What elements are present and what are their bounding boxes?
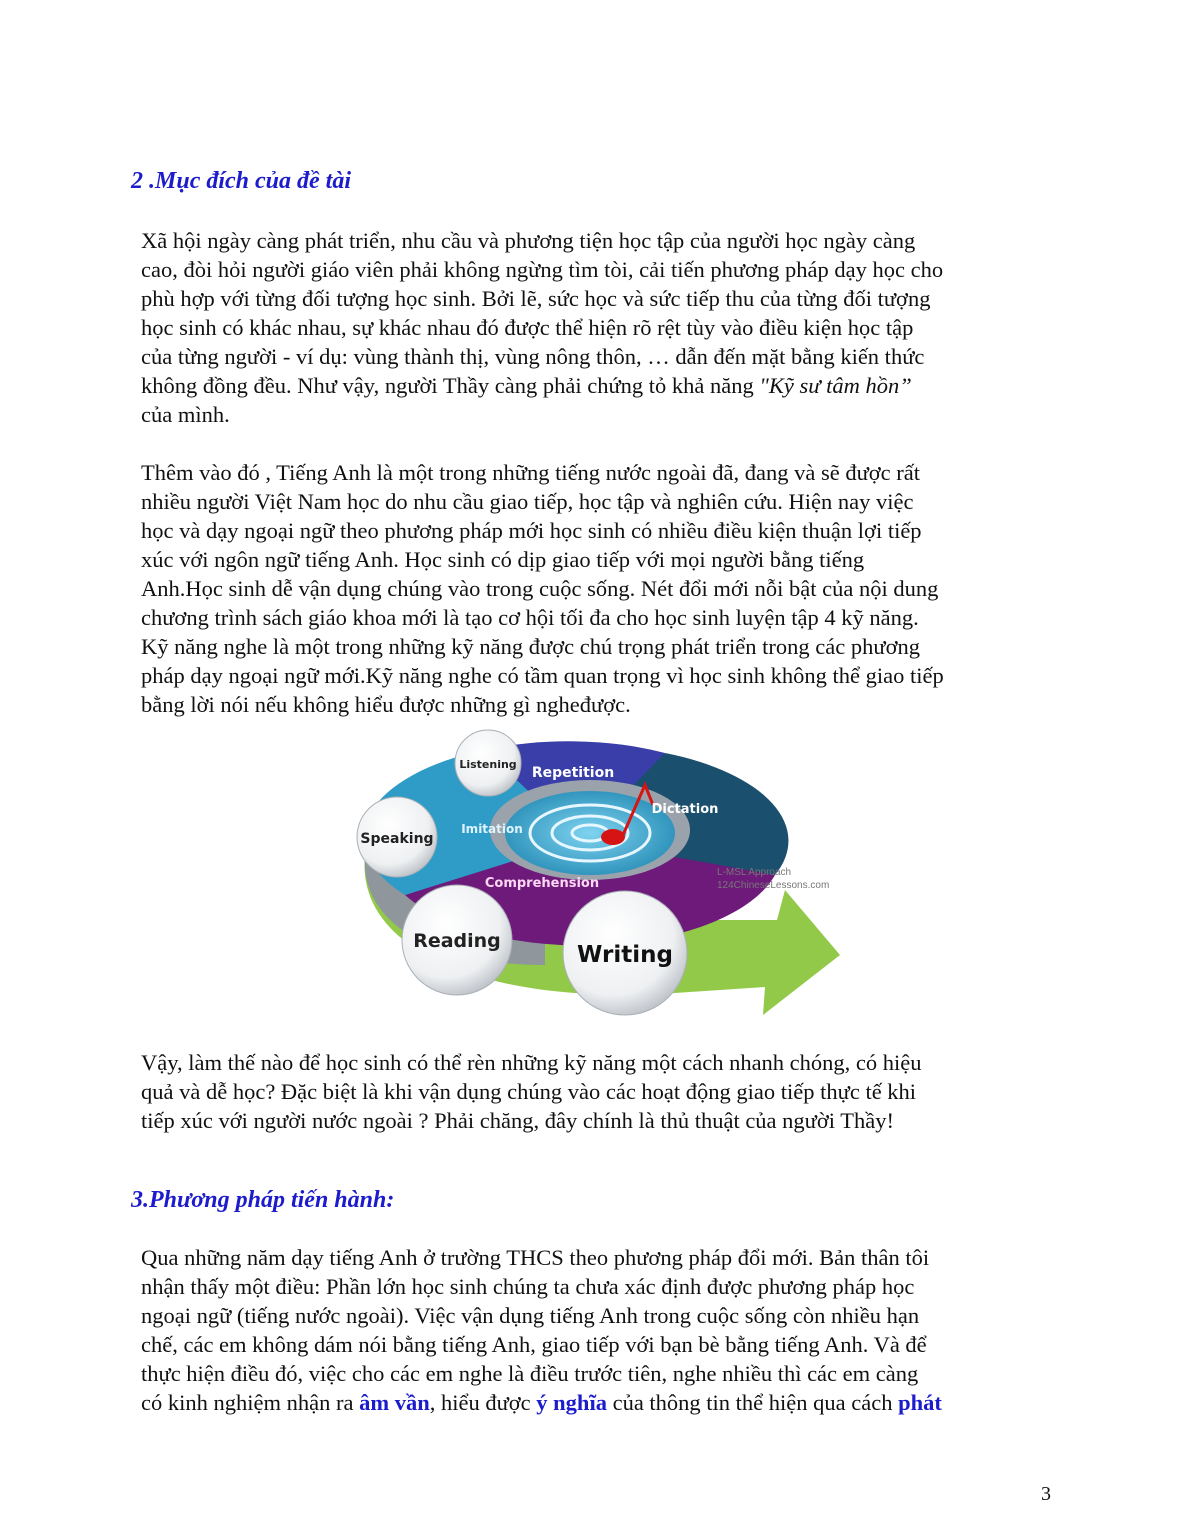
text-line: ngoại ngữ (tiếng nước ngoài). Việc vận dụng tiếng Anh trong cuộc sống còn nhiều hạn [141, 1303, 920, 1328]
text-line: phù hợp với từng đối tượng học sinh. Bởi lẽ, sức học và sức tiếp thu của từng đối tượng [141, 286, 931, 311]
page-number: 3 [1041, 1483, 1051, 1505]
skill-bubble-speaking [357, 797, 437, 877]
text-line: cao, đòi hỏi người giáo viên phải không ngừng tìm tòi, cải tiến phương pháp dạy học cho [141, 257, 944, 282]
ring-label-imitation: Imitation [461, 822, 523, 836]
text-line: nhiều người Việt Nam học do nhu cầu giao tiếp, học tập và nghiên cứu. Hiện nay việc [141, 489, 914, 514]
text-line: học sinh có khác nhau, sự khác nhau đó được thể hiện rõ rệt tùy vào điều kiện học tập [141, 315, 914, 340]
ring-label-repetition: Repetition [531, 765, 615, 781]
text-line: Xã hội ngày càng phát triển, nhu cầu và phương tiện học tập của người học ngày càng [141, 228, 916, 253]
text-line: xúc với ngôn ngữ tiếng Anh. Học sinh có dịp giao tiếp với mọi người bằng tiếng [141, 547, 865, 572]
text-segment: của thông tin thể hiện qua cách [606, 1390, 899, 1415]
skill-bubble-listening [455, 730, 521, 796]
text-segment: , hiểu được [429, 1390, 537, 1415]
text-line: thực hiện điều đó, việc cho các em nghe là điều trước tiên, nghe nhiều thì các em càng [141, 1361, 919, 1386]
text-line: của từng người - ví dụ: vùng thành thị, vùng nông thôn, … dẫn đến mặt bằng kiến thức [141, 344, 925, 369]
section-heading-method: 3.Phương pháp tiến hành: [131, 1187, 395, 1213]
ring-label-dictation: Dictation [651, 802, 719, 817]
skill-bubble-reading [402, 885, 512, 995]
paragraph-english-importance [141, 458, 1061, 719]
diagram-caption-line: 124ChineseLessons.com [717, 880, 830, 891]
text-line: Anh.Học sinh dễ vận dụng chúng vào trong cuộc sống. Nét đổi mới nỗi bật của nội dung [141, 576, 939, 601]
paragraph-question [141, 1048, 1061, 1135]
skill-label: Writing [577, 942, 673, 968]
text-line: bằng lời nói nếu không hiểu được những gì ngheđược. [141, 692, 631, 717]
diagram-caption-line: L-MSL Approach [717, 867, 792, 878]
text-line: Vậy, làm thế nào để học sinh có thể rèn những kỹ năng một cách nhanh chóng, có hiệu [141, 1050, 922, 1075]
text-line: Kỹ năng nghe là một trong những kỹ năng được chú trọng phát triển trong các phương [141, 634, 920, 659]
text-line: pháp dạy ngoại ngữ mới.Kỹ năng nghe có tầm quan trọng vì học sinh không thể giao tiếp [141, 663, 944, 688]
paragraph-purpose-intro [141, 226, 1061, 429]
text-segment: không đồng đều. Như vậy, người Thầy càng phải chứng tỏ khả năng [141, 373, 760, 398]
skill-label: Reading [413, 930, 501, 952]
highlight-term: âm vần [359, 1390, 430, 1415]
text-line: của mình. [141, 402, 230, 427]
skill-label: Speaking [360, 831, 434, 847]
text-line [141, 371, 1061, 400]
ring-label-comprehension: Comprehension [484, 876, 600, 891]
text-line: tiếp xúc với người nước ngoài ? Phải chăng, đây chính là thủ thuật của người Thầy! [141, 1108, 894, 1133]
text-line: Thêm vào đó , Tiếng Anh là một trong những tiếng nước ngoài đã, đang và sẽ được rất [141, 460, 921, 485]
skill-label: Listening [459, 758, 517, 771]
text-line: Qua những năm dạy tiếng Anh ở trường THCS theo phương pháp đổi mới. Bản thân tôi [141, 1245, 930, 1270]
text-line: chương trình sách giáo khoa mới là tạo cơ hội tối đa cho học sinh luyện tập 4 kỹ năng. [141, 605, 919, 630]
paragraph-method [141, 1243, 1061, 1417]
highlight-term: phát [898, 1390, 942, 1415]
highlight-term: ý nghĩa [536, 1390, 607, 1415]
text-line: quả và dễ học? Đặc biệt là khi vận dụng chúng vào các hoạt động giao tiếp thực tế khi [141, 1079, 917, 1104]
text-line [141, 1388, 1061, 1417]
language-skills-diagram [345, 725, 845, 1020]
italic-quote: "Kỹ sư tâm hồn” [759, 373, 912, 398]
skill-bubble-writing [563, 891, 687, 1015]
text-line: nhận thấy một điều: Phần lớn học sinh chúng ta chưa xác định được phương pháp học [141, 1274, 915, 1299]
section-heading-purpose: 2 .Mục đích của đề tài [131, 168, 351, 194]
text-line: chế, các em không dám nói bằng tiếng Anh, giao tiếp với bạn bè bằng tiếng Anh. Và để [141, 1332, 927, 1357]
text-line: học và dạy ngoại ngữ theo phương pháp mới học sinh có nhiều điều kiện thuận lợi tiếp [141, 518, 922, 543]
text-segment: có kinh nghiệm nhận ra [141, 1390, 360, 1415]
